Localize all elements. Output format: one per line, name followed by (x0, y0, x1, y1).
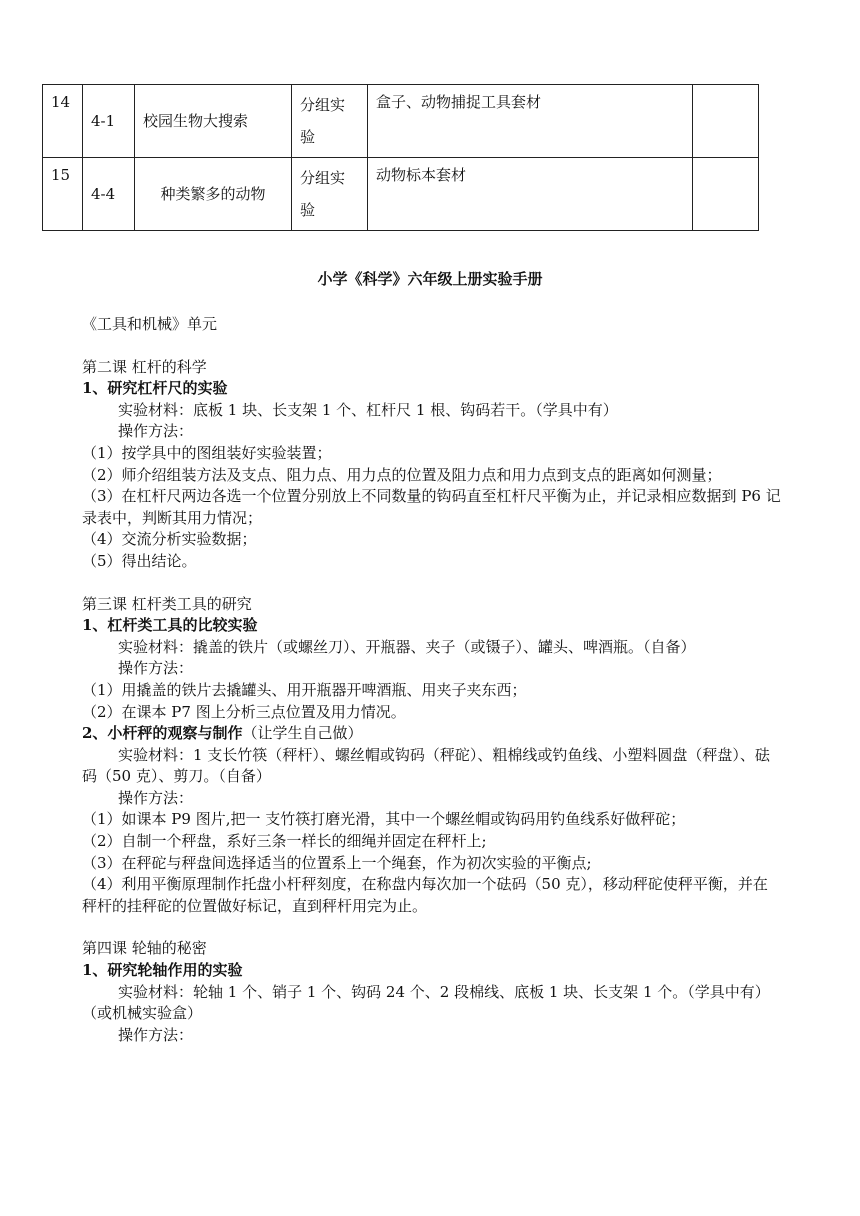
method-label: 操作方法： (118, 788, 194, 807)
step-text: （1）如课本 P9 图片,把一 支竹筷打磨光滑，其中一个螺丝帽或钩码用钓鱼线系好做秤砣； (82, 810, 686, 829)
lesson-heading: 第四课 轮轴的秘密 (82, 939, 207, 958)
method-label: 操作方法： (118, 659, 194, 678)
document-body (82, 314, 782, 1046)
step-text: （3）在秤砣与秤盘间选择适当的位置系上一个绳套，作为初次实验的平衡点; (82, 853, 592, 872)
experiment-title: 2、小杆秤的观察与制作 (82, 724, 243, 743)
experiment-title: 1、杠杆类工具的比较实验 (82, 616, 258, 635)
note-cell (693, 158, 759, 231)
step-text: （2）师介绍组装方法及支点、阻力点、用力点的位置及阻力点和用力点到支点的距离如何测量； (82, 465, 722, 484)
table-row (43, 158, 759, 231)
lesson-code: 4-1 (83, 85, 135, 158)
materials-text: 实验材料：撬盖的铁片（或螺丝刀）、开瓶器、夹子（或镊子）、罐头、啤酒瓶。（自备） (118, 637, 696, 656)
lesson-heading: 第三课 杠杆类工具的研究 (82, 594, 252, 613)
step-text: （2）在课本 P7 图上分析三点位置及用力情况。 (82, 702, 406, 721)
method-label: 操作方法： (118, 422, 194, 441)
experiment-title: 1、研究轮轴作用的实验 (82, 961, 243, 980)
row-number: 14 (43, 85, 83, 158)
lesson-code: 4-4 (83, 158, 135, 231)
step-text: （1）按学具中的图组装好实验装置； (82, 443, 332, 462)
experiment-type: 分组实验 (292, 85, 368, 158)
table-row (43, 85, 759, 158)
materials-text: 实验材料：底板 1 块、长支架 1 个、杠杆尺 1 根、钩码若干。（学具中有） (118, 400, 618, 419)
experiment-name: 种类繁多的动物 (135, 158, 292, 231)
experiment-title: 1、研究杠杆尺的实验 (82, 379, 228, 398)
step-text: （4）交流分析实验数据； (82, 530, 257, 549)
document-title: 小学《科学》六年级上册实验手册 (317, 270, 543, 288)
step-text: （5）得出结论。 (82, 551, 197, 570)
materials-text: 实验材料：轮轴 1 个、销子 1 个、钩码 24 个、2 段棉线、底板 1 块、长支架 1 个。（学具中有）（或机械实验盒） (82, 982, 770, 1023)
experiment-materials: 盒子、动物捕捉工具套材 (368, 85, 693, 158)
step-text: （2）自制一个秤盘，系好三条一样长的细绳并固定在秤杆上; (82, 832, 487, 851)
lesson-heading: 第二课 杠杆的科学 (82, 357, 207, 376)
experiment-table (42, 84, 759, 231)
step-text: （3）在杠杆尺两边各选一个位置分别放上不同数量的钩码直至杠杆尺平衡为止，并记录相应数据到 P6 记录表中，判断其用力情况； (82, 487, 781, 527)
step-text: （4）利用平衡原理制作托盘小杆秤刻度，在称盘内每次加一个砝码（50 克），移动秤砣使秤平衡，并在秤杆的挂秤砣的位置做好标记，直到秤杆用完为止。 (82, 875, 768, 915)
experiment-title-note: （让学生自己做） (242, 724, 363, 743)
experiment-title-line (82, 723, 782, 745)
experiment-materials: 动物标本套材 (368, 158, 693, 231)
step-text: （1）用撬盖的铁片去撬罐头、用开瓶器开啤酒瓶、用夹子夹东西； (82, 680, 527, 699)
method-label: 操作方法： (118, 1025, 194, 1044)
experiment-name: 校园生物大搜索 (135, 85, 292, 158)
materials-text: 实验材料：1 支长竹筷（秤杆）、螺丝帽或钩码（秤砣）、粗棉线或钓鱼线、小塑料圆盘（秤盘）、砝码（50 克）、剪刀。（自备） (82, 745, 770, 786)
row-number: 15 (43, 158, 83, 231)
note-cell (693, 85, 759, 158)
experiment-type: 分组实验 (292, 158, 368, 231)
unit-heading: 《工具和机械》单元 (82, 315, 218, 333)
